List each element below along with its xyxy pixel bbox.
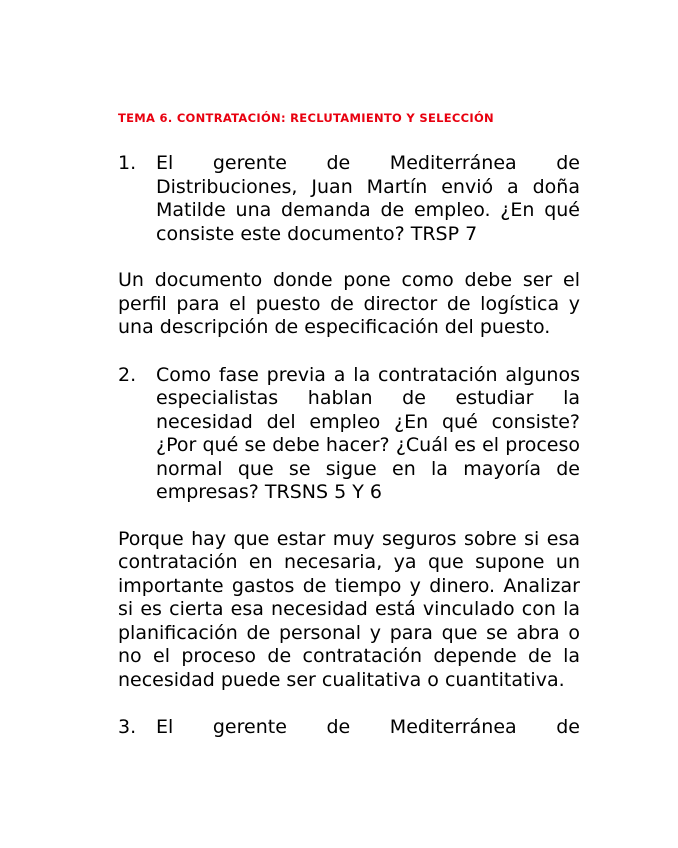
document-title: TEMA 6. CONTRATACIÓN: RECLUTAMIENTO Y SELECCIÓN bbox=[118, 111, 494, 125]
question-item-2 bbox=[118, 364, 580, 505]
question-number: 1. bbox=[118, 152, 137, 174]
question-text: El gerente de Mediterránea de Distribuciones, Juan Martín envió a doña Matilde una demanda de empleo. ¿En qué consiste este documento? TRSP 7 bbox=[156, 152, 580, 245]
document-page bbox=[118, 110, 580, 740]
answer-paragraph-2: Porque hay que estar muy seguros sobre si esa contratación en necesaria, ya que supone un importante gastos de tiempo y dinero. Analizar si es cierta esa necesidad está vinculado con la planificación de personal y para que se abra o no el proceso de contratación depende de la necesidad puede ser cualitativa o cuantitativa. bbox=[118, 527, 580, 691]
question-item-3 bbox=[118, 716, 580, 740]
question-number: 2. bbox=[118, 363, 137, 386]
answer-paragraph-1: Un documento donde pone como debe ser el perfil para el puesto de director de logística y una descripción de especificación del puesto. bbox=[118, 269, 580, 338]
question-text: El gerente de Mediterránea de bbox=[156, 716, 580, 738]
question-text: Como fase previa a la contratación algunos especialistas hablan de estudiar la necesidad del empleo ¿En qué consiste? ¿Por qué se debe hacer? ¿Cuál es el proceso normal que se sigue en la mayoría de empresas? TRSNS 5 Y 6 bbox=[156, 363, 580, 503]
question-item-1 bbox=[118, 152, 580, 246]
question-number: 3. bbox=[118, 716, 137, 738]
